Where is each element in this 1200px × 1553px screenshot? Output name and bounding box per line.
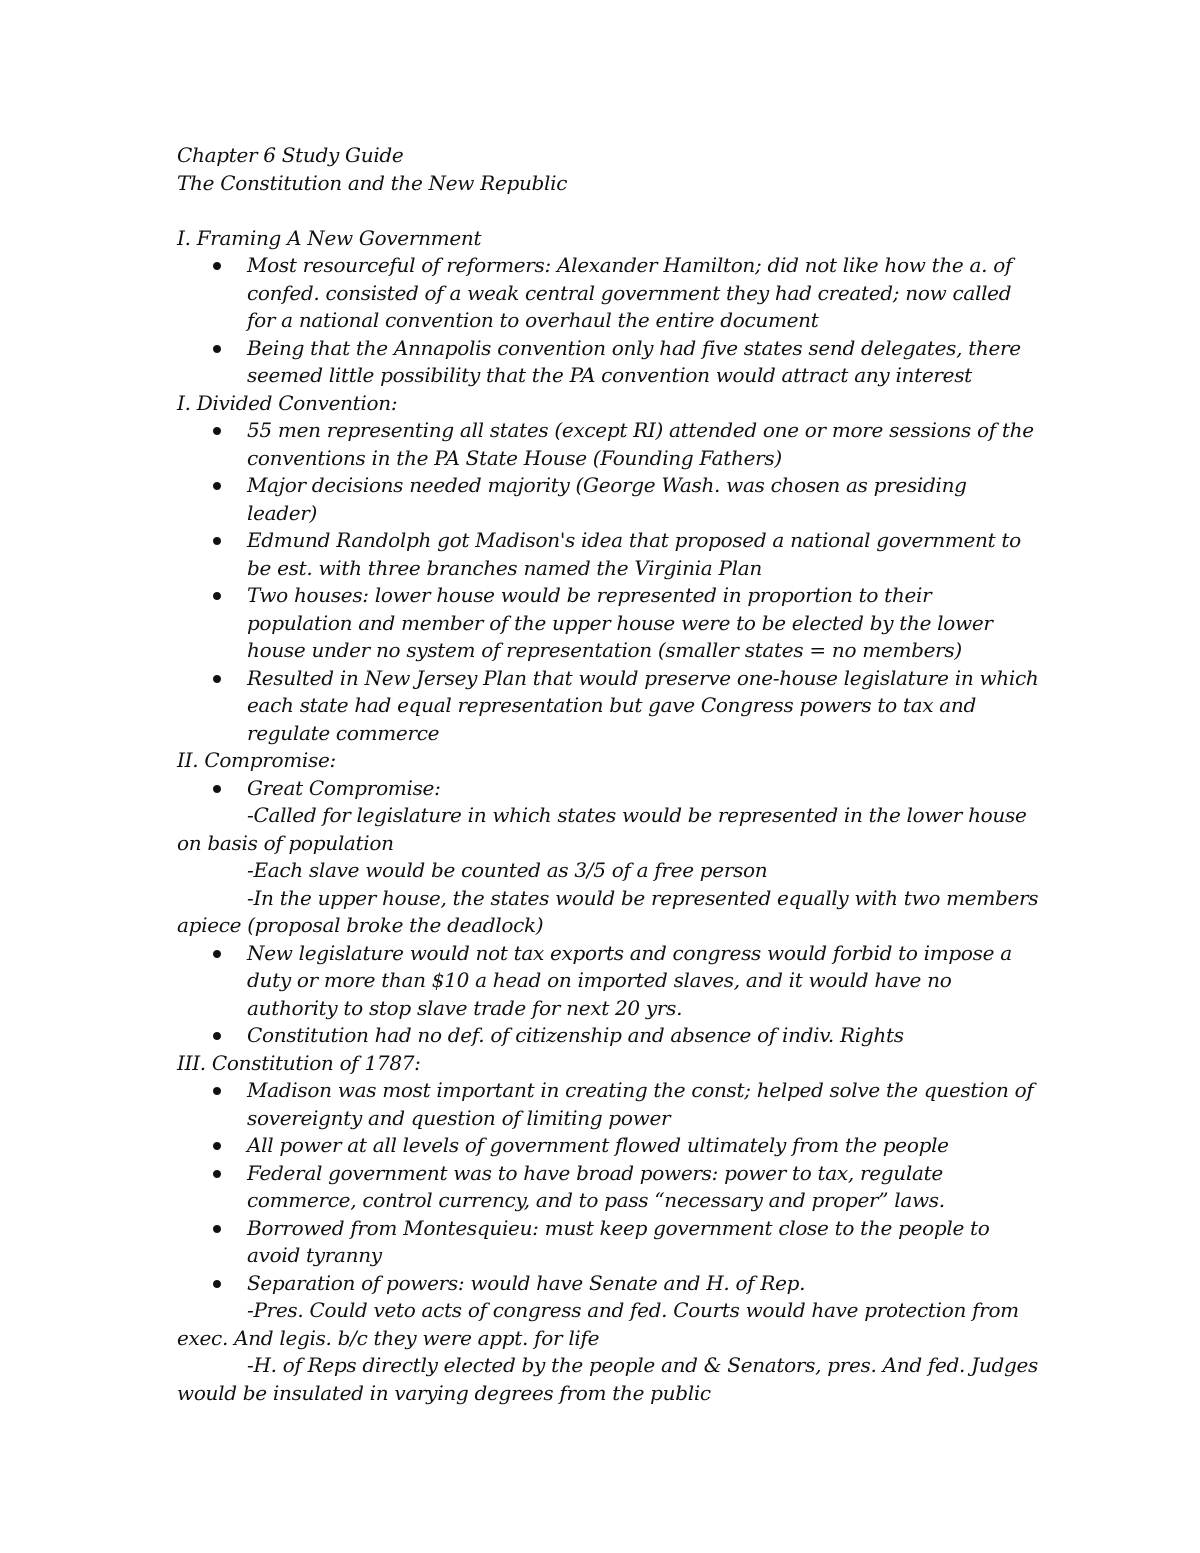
- bullet-item: [177, 775, 1027, 803]
- bullet-item: [177, 665, 1039, 748]
- sub-point-line: exec. And legis. b/c they were appt. for life: [177, 1325, 600, 1350]
- section-heading: II. Compromise:: [177, 748, 336, 772]
- bullet-dot-icon: [213, 262, 221, 270]
- bullet-item: [177, 417, 1034, 472]
- bullet-dot-icon: [213, 592, 221, 600]
- bullet-text-line: All power at all levels of government flowed ultimately from the people: [247, 1133, 949, 1157]
- sub-point-line: -In the upper house, the states would be represented equally with two members: [247, 885, 1039, 910]
- bullet-item: [177, 252, 1027, 335]
- bullet-text-line: seemed little possibility that the PA convention would attract any interest: [247, 363, 972, 387]
- bullet-item: [177, 1132, 1027, 1160]
- bullet-text-line: avoid tyranny: [247, 1243, 382, 1267]
- bullet-text-line: sovereignty and question of limiting power: [247, 1105, 671, 1130]
- blank-line: [177, 197, 1027, 225]
- sub-point: [177, 1297, 1027, 1352]
- bullet-text-line: duty or more than $10 a head on imported slaves, and it would have no: [247, 968, 952, 992]
- bullet-text-line: leader): [247, 500, 318, 525]
- bullet-dot-icon: [213, 1170, 221, 1178]
- sub-point: [177, 1352, 1038, 1407]
- bullet-dot-icon: [213, 785, 221, 793]
- bullet-dot-icon: [213, 1087, 221, 1095]
- bullet-text-line: Constitution had no def. of citizenship and absence of indiv. Rights: [247, 1023, 904, 1047]
- document-title: Chapter 6 Study Guide: [177, 143, 404, 167]
- bullet-text-line: Most resourceful of reformers: Alexander Hamilton; did not like how the a. of: [247, 253, 1013, 277]
- section-heading: I. Divided Convention:: [177, 390, 398, 415]
- bullet-item: [177, 335, 1027, 390]
- bullet-dot-icon: [213, 950, 221, 958]
- bullet-list: [177, 417, 1039, 747]
- bullet-text-line: 55 men representing all states (except RI) attended one or more sessions of the: [247, 418, 1034, 442]
- bullet-text-line: Borrowed from Montesquieu: must keep government close to the people to: [247, 1215, 990, 1240]
- bullet-item: [177, 940, 1027, 1023]
- bullet-item: [177, 1270, 1027, 1298]
- bullet-text-line: conventions in the PA State House (Founding Fathers): [247, 445, 782, 470]
- bullet-text-line: authority to stop slave trade for next 20 yrs.: [247, 995, 683, 1020]
- bullet-text-line: confed. consisted of a weak central government they had created; now called: [247, 280, 1012, 305]
- bullet-dot-icon: [213, 427, 221, 435]
- sub-point: [177, 857, 1027, 885]
- sub-point-line: -Pres. Could veto acts of congress and fed. Courts would have protection from: [247, 1298, 1019, 1322]
- bullet-dot-icon: [213, 1032, 221, 1040]
- sub-point-line: apiece (proposal broke the deadlock): [177, 913, 544, 937]
- bullet-item: [177, 527, 1027, 582]
- section-heading: I. Framing A New Government: [177, 225, 482, 250]
- bullet-text-line: Major decisions needed majority (George Wash. was chosen as presiding: [247, 473, 967, 497]
- bullet-text-line: Resulted in New Jersey Plan that would preserve one-house legislature in which: [247, 665, 1039, 690]
- bullet-text-line: regulate commerce: [247, 720, 440, 745]
- bullet-text-line: New legislature would not tax exports and congress would forbid to impose a: [247, 940, 1012, 965]
- bullet-item: [177, 1077, 1034, 1132]
- bullet-text-line: house under no system of representation (smaller states = no members): [247, 638, 962, 662]
- sub-point: [177, 802, 1027, 857]
- sub-point-line: -Called for legislature in which states would be represented in the lower house: [247, 803, 1027, 827]
- bullet-dot-icon: [213, 675, 221, 683]
- bullet-text-line: commerce, control currency, and to pass “necessary and proper” laws.: [247, 1188, 945, 1212]
- sub-point-line: -H. of Reps directly elected by the people and & Senators, pres. And fed. Judges: [247, 1353, 1038, 1377]
- bullet-text-line: Two houses: lower house would be represented in proportion to their: [247, 583, 932, 607]
- bullet-text-line: be est. with three branches named the Virginia Plan: [247, 555, 762, 580]
- bullet-list: [177, 252, 1027, 390]
- document-content: [177, 142, 1039, 1407]
- sub-point-line: -Each slave would be counted as 3/5 of a free person: [247, 858, 768, 882]
- bullet-text-line: for a national convention to overhaul the entire document: [247, 308, 819, 332]
- bullet-text-line: each state had equal representation but gave Congress powers to tax and: [247, 693, 976, 717]
- sub-point: [177, 885, 1039, 940]
- bullet-list: [177, 775, 1027, 803]
- bullet-dot-icon: [213, 1142, 221, 1150]
- bullet-dot-icon: [213, 482, 221, 490]
- bullet-text-line: population and member of the upper house were to be elected by the lower: [247, 610, 993, 635]
- bullet-item: [177, 1022, 1027, 1050]
- bullet-text-line: Great Compromise:: [247, 775, 441, 800]
- bullet-dot-icon: [213, 1225, 221, 1233]
- bullet-text-line: Edmund Randolph got Madison's idea that proposed a national government to: [247, 528, 1021, 552]
- bullet-dot-icon: [213, 537, 221, 545]
- bullet-item: [177, 1215, 1027, 1270]
- bullet-text-line: Madison was most important in creating the const; helped solve the question of: [247, 1078, 1034, 1102]
- bullet-item: [177, 582, 1027, 665]
- bullet-text-line: Being that the Annapolis convention only had five states send delegates, there: [247, 335, 1021, 360]
- bullet-list: [177, 1077, 1034, 1297]
- bullet-text-line: Separation of powers: would have Senate and H. of Rep.: [247, 1270, 806, 1295]
- bullet-dot-icon: [213, 345, 221, 353]
- sub-point-line: on basis of population: [177, 830, 394, 855]
- bullet-list: [177, 940, 1027, 1050]
- bullet-item: [177, 472, 1027, 527]
- sub-point-line: would be insulated in varying degrees from the public: [177, 1380, 711, 1405]
- document-subtitle: The Constitution and the New Republic: [177, 170, 568, 195]
- section-heading: III. Constitution of 1787:: [177, 1050, 421, 1075]
- sections-container: [177, 225, 1039, 1408]
- bullet-item: [177, 1160, 1027, 1215]
- bullet-dot-icon: [213, 1280, 221, 1288]
- bullet-text-line: Federal government was to have broad powers: power to tax, regulate: [247, 1160, 943, 1185]
